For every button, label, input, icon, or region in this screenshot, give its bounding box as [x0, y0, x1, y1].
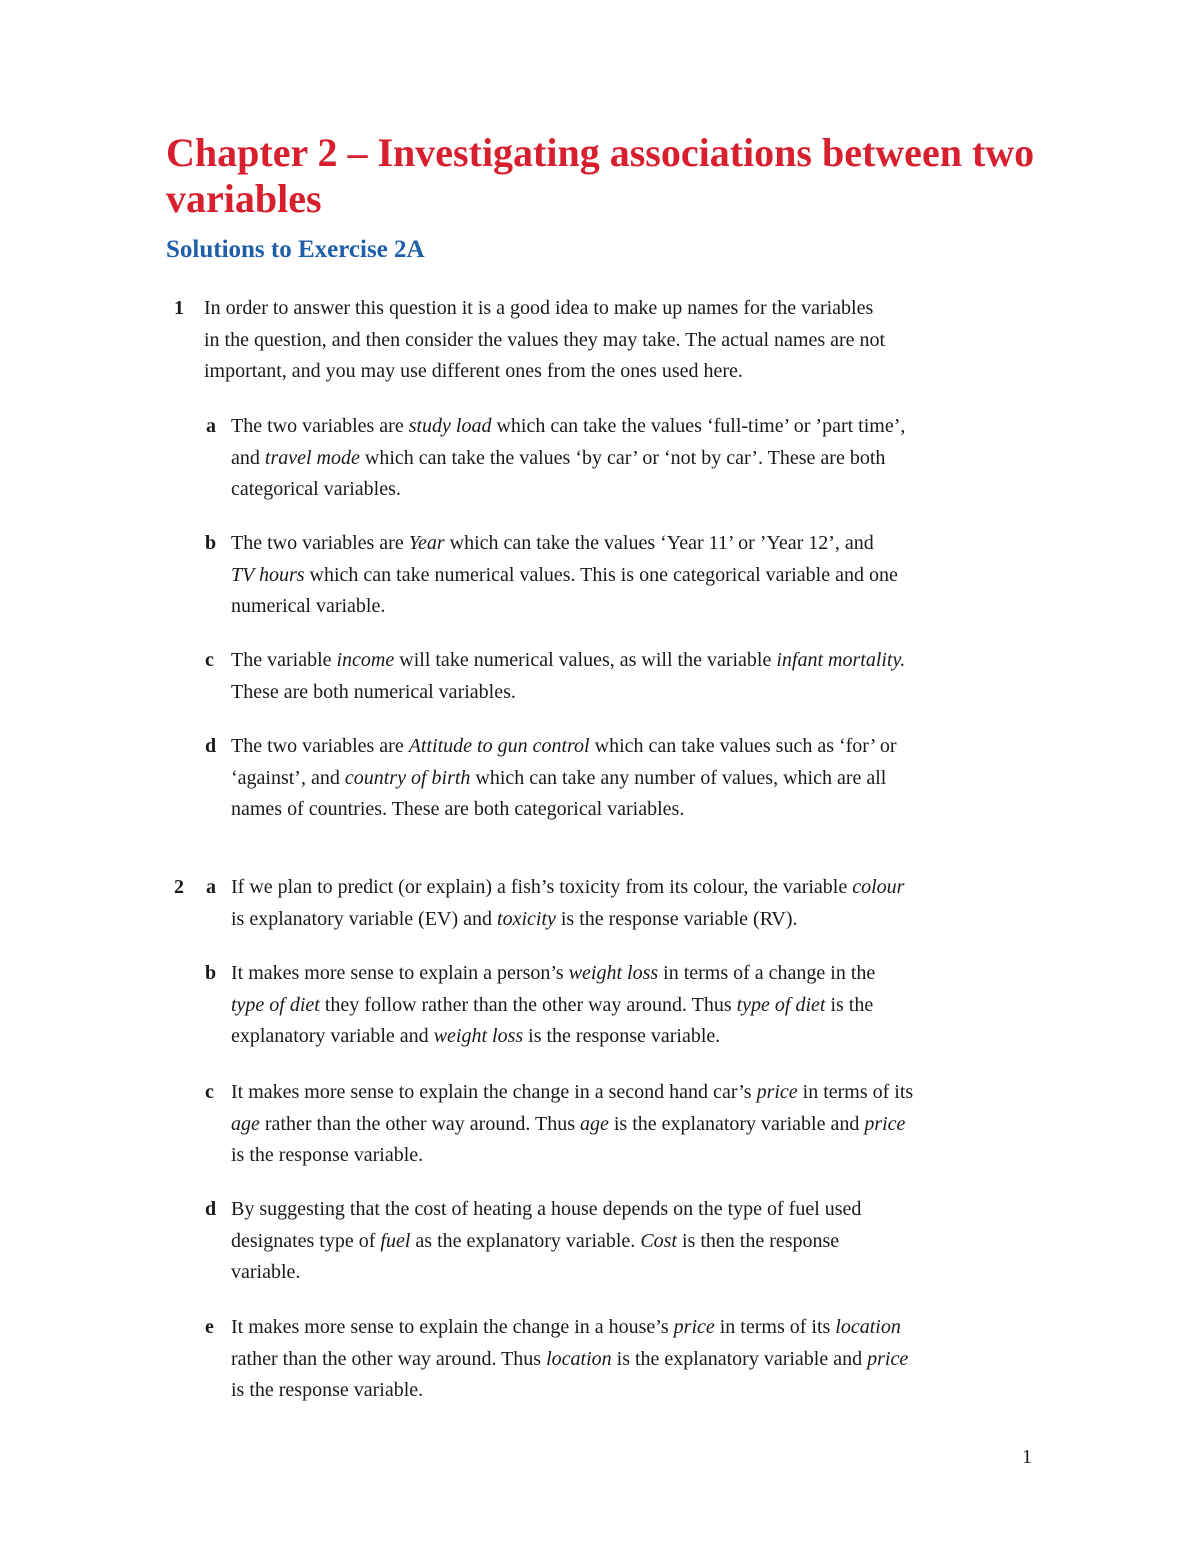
- answer-1b: [231, 528, 1051, 623]
- part-label-2b: b: [205, 962, 217, 984]
- answer-line: TV hours which can take numerical values. This is one categorical variable and one: [231, 563, 898, 586]
- answer-line: The two variables are Year which can take the values ‘Year 11’ or ’Year 12’, and: [231, 532, 874, 554]
- page-number: 1: [1022, 1446, 1032, 1468]
- answer-line: The variable income will take numerical values, as will the variable infant mortality.: [231, 649, 906, 671]
- q1-intro-line: in the question, and then consider the values they may take. The actual names are not: [204, 328, 886, 351]
- answer-line: If we plan to predict (or explain) a fish’s toxicity from its colour, the variable colour: [231, 876, 905, 898]
- answer-line: variable.: [231, 1261, 301, 1283]
- q1-intro-line: important, and you may use different ones from the ones used here.: [204, 360, 743, 382]
- answer-line: age rather than the other way around. Thus age is the explanatory variable and price: [231, 1112, 906, 1135]
- answer-line: is explanatory variable (EV) and toxicity is the response variable (RV).: [231, 907, 798, 930]
- chapter-title: Chapter 2 – Investigating associations between two variables: [166, 130, 1035, 221]
- part-label-1a: a: [206, 415, 216, 437]
- answer-line: By suggesting that the cost of heating a house depends on the type of fuel used: [231, 1198, 862, 1220]
- answer-line: names of countries. These are both categorical variables.: [231, 798, 685, 820]
- answer-2c: [231, 1077, 1051, 1172]
- answer-1a: [231, 411, 1051, 506]
- answer-line: is the response variable.: [231, 1379, 424, 1401]
- part-label-1d: d: [205, 735, 217, 757]
- part-label-2c: c: [205, 1081, 214, 1103]
- answer-line: is the response variable.: [231, 1144, 424, 1166]
- answer-line: rather than the other way around. Thus location is the explanatory variable and price: [231, 1347, 909, 1370]
- answer-line: It makes more sense to explain the change in a house’s price in terms of its location: [231, 1316, 901, 1338]
- answer-2a: [231, 872, 1051, 935]
- answer-line: The two variables are Attitude to gun control which can take values such as ‘for’ or: [231, 735, 897, 757]
- answer-2b: [231, 958, 1051, 1053]
- answer-line: It makes more sense to explain a person’s weight loss in terms of a change in the: [231, 962, 876, 984]
- answer-line: categorical variables.: [231, 478, 401, 500]
- answer-2d: [231, 1194, 1051, 1289]
- answer-line: ‘against’, and country of birth which can take any number of values, which are all: [231, 766, 887, 789]
- answer-line: designates type of fuel as the explanatory variable. Cost is then the response: [231, 1229, 840, 1252]
- q1-intro-line: In order to answer this question it is a good idea to make up names for the variables: [204, 297, 874, 319]
- part-label-2d: d: [205, 1198, 217, 1220]
- answer-line: explanatory variable and weight loss is the response variable.: [231, 1025, 721, 1047]
- section-title: Solutions to Exercise 2A: [166, 236, 425, 263]
- part-label-2e: e: [205, 1316, 214, 1338]
- answer-line: and travel mode which can take the values ‘by car’ or ‘not by car’. These are both: [231, 446, 886, 469]
- part-label-2a: a: [206, 876, 216, 898]
- part-label-1c: c: [205, 649, 214, 671]
- answer-2e: [231, 1312, 1051, 1407]
- part-label-1b: b: [205, 532, 217, 554]
- question-number-2: 2: [174, 876, 184, 898]
- answer-line: numerical variable.: [231, 595, 386, 617]
- question-number-1: 1: [174, 297, 184, 319]
- answer-1c: [231, 645, 1051, 708]
- answer-line: These are both numerical variables.: [231, 680, 516, 703]
- answer-1d: [231, 731, 1051, 826]
- q1-intro: [204, 293, 1024, 388]
- answer-line: The two variables are study load which can take the values ‘full-time’ or ’part time’,: [231, 415, 906, 437]
- answer-line: It makes more sense to explain the change in a second hand car’s price in terms of its: [231, 1081, 914, 1103]
- answer-line: type of diet they follow rather than the other way around. Thus type of diet is the: [231, 993, 874, 1016]
